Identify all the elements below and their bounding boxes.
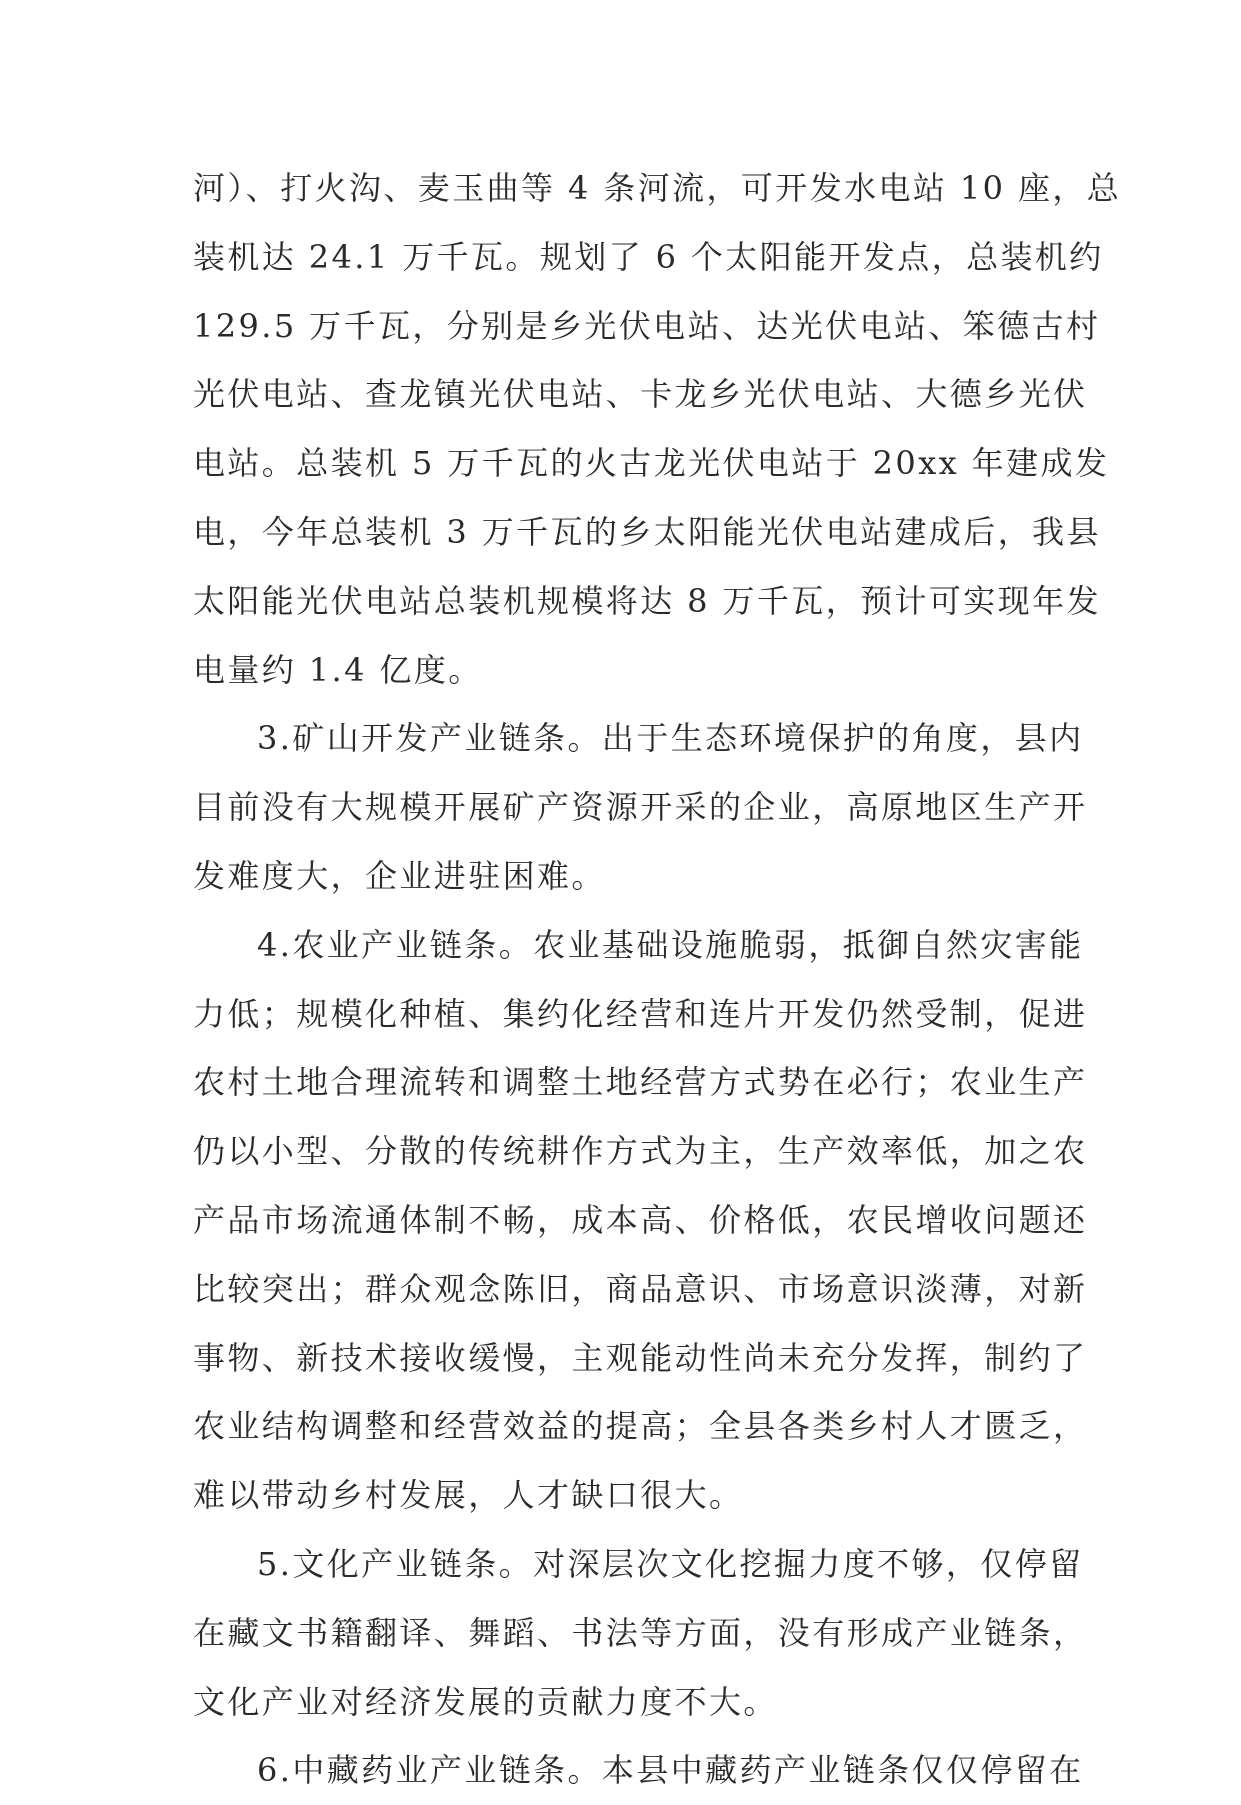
paragraph-line: 装机达 24.1 万千瓦。规划了 6 个太阳能开发点，总装机约 xyxy=(193,237,1104,276)
paragraph-line: 农村土地合理流转和调整土地经营方式势在必行；农业生产 xyxy=(193,1063,1088,1102)
paragraph-line: 电量约 1.4 亿度。 xyxy=(193,650,483,689)
paragraph-line: 事物、新技术接收缓慢，主观能动性尚未充分发挥，制约了 xyxy=(193,1338,1088,1377)
paragraph xyxy=(193,154,1122,704)
paragraph-line: 电站。总装机 5 万千瓦的火古龙光伏电站于 20xx 年建成发 xyxy=(193,444,1110,483)
paragraph-line: 农业结构调整和经营效益的提高；全县各类乡村人才匮乏， xyxy=(193,1407,1088,1446)
paragraph xyxy=(193,704,1088,910)
paragraph-line: 力低；规模化种植、集约化经营和连片开发仍然受制，促进 xyxy=(193,994,1088,1033)
paragraph xyxy=(193,911,1088,1530)
paragraph-line: 仍以小型、分散的传统耕作方式为主，生产效率低，加之农 xyxy=(193,1132,1088,1171)
paragraph-line: 太阳能光伏电站总装机规模将达 8 万千瓦，预计可实现年发 xyxy=(193,581,1101,620)
paragraph xyxy=(193,1736,1084,1805)
paragraph-line: 产品市场流通体制不畅，成本高、价格低，农民增收问题还 xyxy=(193,1200,1088,1239)
paragraph-line: 目前没有大规模开展矿产资源开采的企业，高原地区生产开 xyxy=(193,788,1088,827)
paragraph-line: 难以带动乡村发展，人才缺口很大。 xyxy=(193,1476,744,1515)
paragraph-line: 文化产业对经济发展的贡献力度不大。 xyxy=(193,1682,778,1721)
paragraph-line: 4.农业产业链条。农业基础设施脆弱，抵御自然灾害能 xyxy=(257,925,1084,964)
paragraph-line: 在藏文书籍翻译、舞蹈、书法等方面，没有形成产业链条， xyxy=(193,1613,1088,1652)
paragraph-line: 6.中藏药业产业链条。本县中藏药产业链条仅仅停留在 xyxy=(257,1751,1084,1790)
paragraph-line: 5.文化产业链条。对深层次文化挖掘力度不够，仅停留 xyxy=(257,1544,1084,1583)
document-body xyxy=(193,154,1122,1805)
paragraph-line: 129.5 万千瓦，分别是乡光伏电站、达光伏电站、笨德古村 xyxy=(193,306,1101,345)
paragraph-line: 比较突出；群众观念陈旧，商品意识、市场意识淡薄，对新 xyxy=(193,1269,1088,1308)
paragraph-line: 河）、打火沟、麦玉曲等 4 条河流，可开发水电站 10 座，总 xyxy=(193,169,1122,207)
paragraph-line: 光伏电站、查龙镇光伏电站、卡龙乡光伏电站、大德乡光伏 xyxy=(193,375,1088,414)
paragraph xyxy=(193,1530,1088,1736)
paragraph-line: 发难度大，企业进驻困难。 xyxy=(193,856,606,895)
paragraph-line: 3.矿山开发产业链条。出于生态环境保护的角度，县内 xyxy=(257,719,1084,758)
paragraph-line: 电，今年总装机 3 万千瓦的乡太阳能光伏电站建成后，我县 xyxy=(193,512,1101,551)
